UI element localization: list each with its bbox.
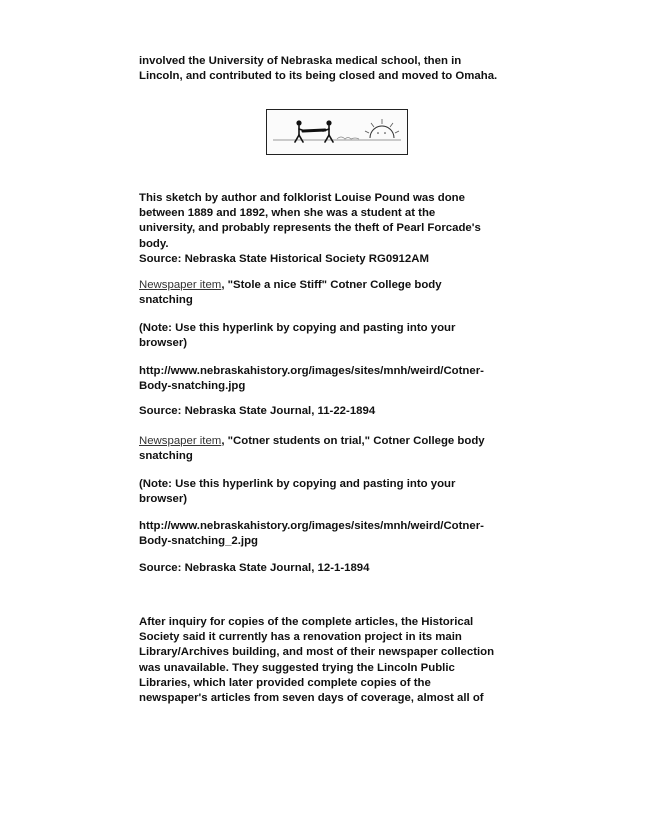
sketch-illustration: [266, 109, 408, 155]
sketch-caption: [139, 191, 539, 267]
newspaper-item-link[interactable]: Newspaper item: [139, 279, 222, 291]
item-title: [139, 434, 539, 449]
closing-line: After inquiry for copies of the complete articles, the Historical: [139, 616, 474, 628]
url-line: Body-snatching.jpg: [139, 380, 246, 393]
note-line: (Note: Use this hyperlink by copying and pasting into your: [139, 478, 456, 490]
newspaper-item-2: [139, 434, 539, 464]
url-line: Body-snatching_2.jpg: [139, 535, 258, 548]
sketch-illustration-icon: [267, 110, 407, 154]
newspaper-item-link[interactable]: Newspaper item: [139, 435, 222, 447]
caption-line: between 1889 and 1892, when she was a student at the: [139, 207, 436, 220]
article-url: [139, 364, 539, 394]
intro-line: Lincoln, and contributed to its being closed and moved to Omaha.: [139, 70, 498, 83]
caption-line: body.: [139, 237, 169, 250]
item-title: [139, 278, 539, 293]
closing-line: was unavailable. They suggested trying the Lincoln Public: [139, 661, 455, 674]
intro-paragraph: [139, 54, 539, 84]
caption-line: This sketch by author and folklorist Louise Pound was done: [139, 192, 465, 204]
closing-paragraph: [139, 615, 539, 706]
article-source: Source: Nebraska State Journal, 11-22-1894: [139, 405, 376, 417]
note-line: browser): [139, 493, 188, 506]
hyperlink-note: [139, 477, 539, 507]
item-title-continued: snatching: [139, 294, 193, 307]
carried-body-icon: [303, 130, 325, 131]
note-line: browser): [139, 337, 188, 350]
sun-icon: [370, 126, 394, 138]
item-title-text: , "Cotner students on trial," Cotner College body: [221, 435, 485, 447]
newspaper-item-1: [139, 278, 539, 308]
closing-line: Library/Archives building, and most of their newspaper collection: [139, 646, 495, 659]
closing-line: Society said it currently has a renovation project in its main: [139, 631, 462, 644]
note-line: (Note: Use this hyperlink by copying and pasting into your: [139, 322, 456, 334]
caption-source: Source: Nebraska State Historical Society RG0912AM: [139, 252, 429, 265]
item-title-text: , "Stole a nice Stiff" Cotner College body: [221, 279, 442, 291]
url-line: http://www.nebraskahistory.org/images/sites/mnh/weird/Cotner-: [139, 520, 484, 532]
intro-line: involved the University of Nebraska medical school, then in: [139, 55, 462, 67]
item-title-continued: snatching: [139, 450, 193, 463]
caption-line: university, and probably represents the theft of Pearl Forcade's: [139, 222, 481, 235]
closing-line: newspaper's articles from seven days of coverage, almost all of: [139, 692, 484, 705]
hyperlink-note: [139, 321, 539, 351]
figure-icon: [323, 120, 333, 142]
closing-line: Libraries, which later provided complete copies of the: [139, 676, 431, 689]
article-url: [139, 519, 539, 549]
url-line: http://www.nebraskahistory.org/images/sites/mnh/weird/Cotner-: [139, 365, 484, 377]
article-source: Source: Nebraska State Journal, 12-1-1894: [139, 562, 370, 574]
